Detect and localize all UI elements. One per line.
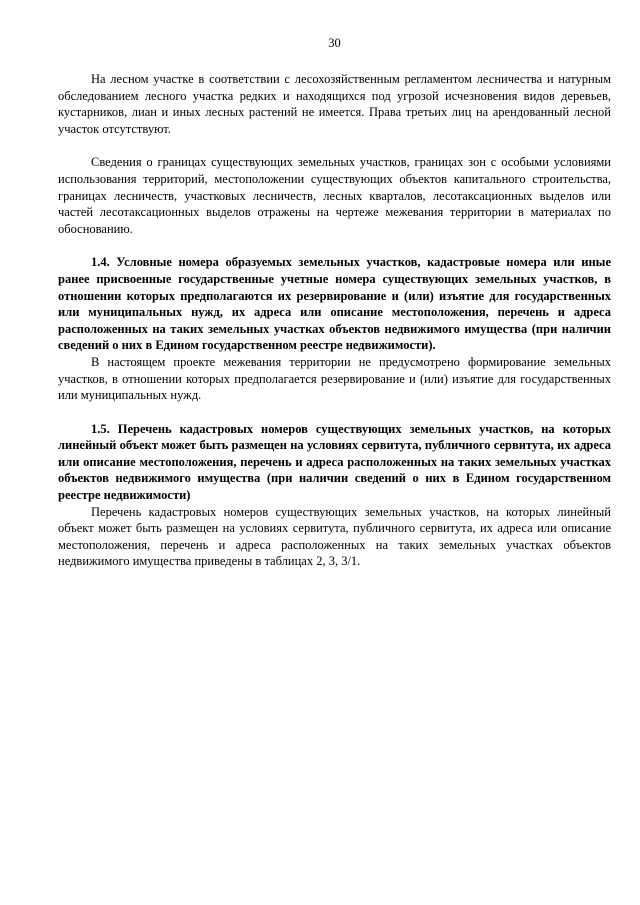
spacer (58, 404, 611, 421)
section-heading-1-5: 1.5. Перечень кадастровых номеров существующих земельных участков, на которых линейный объект может быть размещен на условиях сервитута, публичного сервитута, их адреса или описание местоположения, перечень и адреса расположенных на таких земельных участках объектов недвижимого имущества (при наличии сведений о них в Едином государственном реестре недвижимости) (58, 421, 611, 503)
paragraph-reservation-note: В настоящем проекте межевания территории не предусмотрено формирование земельных участков, в отношении которых предполагается резервирование и (или) изъятие для государственных или муниципальных нужд. (58, 354, 611, 403)
paragraph-forest-plot: На лесном участке в соответствии с лесохозяйственным регламентом лесничества и натурным обследованием лесного участка редких и находящихся под угрозой исчезновения видов деревьев, кустарников, лиан и иных лесных растений не имеется. Права третьих лиц на арендованный лесной участок отсутствуют. (58, 72, 611, 136)
document-body (58, 71, 611, 570)
paragraph-cadastral-list: Перечень кадастровых номеров существующих земельных участков, на которых линейный объект может быть размещен на условиях сервитута, публичного сервитута, их адреса или описание местоположения, перечень и адреса расположенных на таких земельных участках объектов недвижимого имущества приведены в таблицах 2, 3, 3/1. (58, 504, 611, 569)
paragraph-boundaries-info: Сведения о границах существующих земельных участков, границах зон с особыми условиями использования территорий, местоположении существующих объектов капитального строительства, границах лесничеств, участковых лесничеств, лесных кварталов, лесотаксационных выделов или частей лесотаксационных выделов отражены на чертеже межевания территории в материалах по обоснованию. (58, 155, 611, 236)
spacer (58, 137, 611, 154)
page-number: 30 (328, 36, 341, 50)
spacer (58, 237, 611, 254)
section-heading-1-4: 1.4. Условные номера образуемых земельных участков, кадастровые номера или иные ранее присвоенные государственные учетные номера существующих земельных участков, в отношении которых предполагаются их резервирование и (или) изъятие для государственных или муниципальных нужд, их адреса или описание местоположения, перечень и адреса расположенных на таких земельных участках объектов недвижимого имущества (при наличии сведений о них в Едином государственном реестре недвижимости). (58, 255, 611, 353)
